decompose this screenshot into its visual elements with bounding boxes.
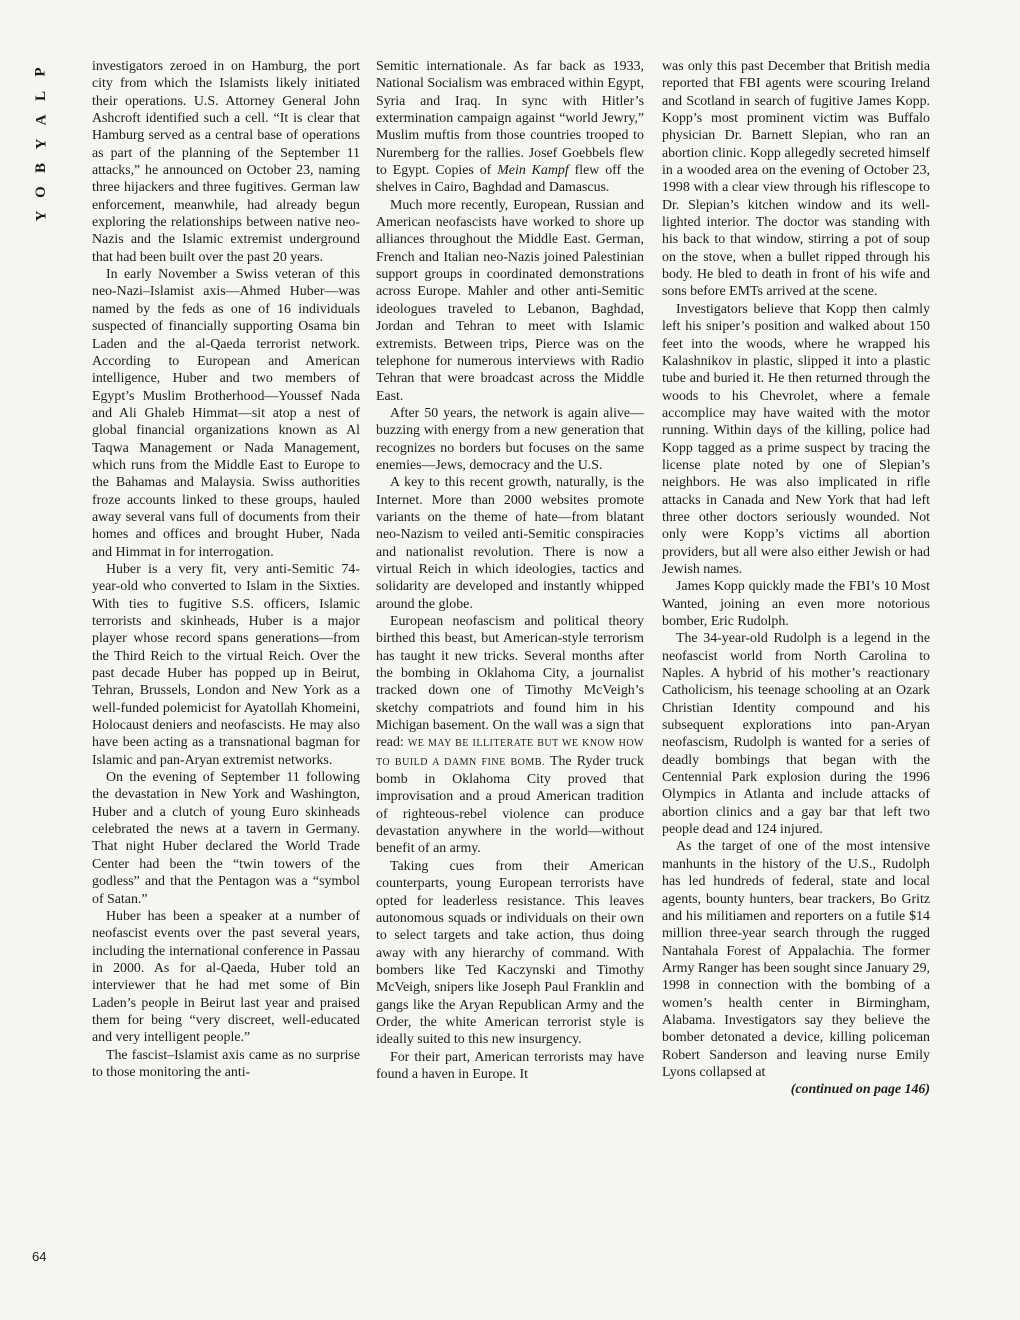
- masthead-letter: Y: [33, 210, 49, 222]
- paragraph: Much more recently, European, Russian and American neofascists have worked to shore up alliances throughout the Middle East. German, French and Italian neo-Nazis joined Palestinian support groups in coordinated demonstrations across Europe. Mahler and other anti-Semitic ideologues traveled to Lebanon, Baghdad, Jordan and Tehran to meet with Islamic extremists. Between trips, Pierce was on the telephone for numerous interviews with Radio Tehran that were broadcast across the Middle East.: [376, 197, 644, 404]
- paragraph-text: The Ryder truck bomb in Oklahoma City proved that improvisation and a proud American tradition of righteous-rebel violence can produce devastation anywhere in the world—without benefit of an army.: [376, 753, 644, 857]
- paragraph: A key to this recent growth, naturally, is the Internet. More than 2000 websites promote variants on the theme of hate—from blatant neo-Nazism to veiled anti-Semitic conspiracies and nationalist revolution. There is now a virtual Reich in which ideologies, tactics and solidarity are developed and instantly whipped around the globe.: [376, 475, 644, 612]
- continued-note: (continued on page 146): [790, 1082, 930, 1098]
- paragraph: In early November a Swiss veteran of this neo-Nazi–Islamist axis—Ahmed Huber—was named by the feds as one of 16 individuals suspected of financially supporting Osama bin Laden and the al-Qaeda terrorist network. According to European and American intelligence, Huber and two members of Egypt’s Muslim Brotherhood—Youssef Nada and Ali Ghaleb Himmat—sit atop a nest of global financial organizations known as Al Taqwa Management or Nada Management, which runs from the Middle East to Europe to the Bahamas and Malaysia. Swiss authorities froze accounts linked to these groups, hauled away several vans full of documents from their homes and offices and brought Huber, Nada and Himmat in for interrogation.: [92, 267, 360, 560]
- masthead-letter: O: [32, 186, 49, 198]
- article-column-1: [92, 58, 360, 1081]
- paragraph-text: flew off the shelves in Cairo, Baghdad and Damascus.: [376, 163, 645, 196]
- masthead-letter: P: [32, 67, 49, 77]
- book-title: Mein Kampf: [497, 163, 569, 179]
- paragraph-text: Semitic internationale. As far back as 1933, National Socialism was embraced within Egypt, Syria and Iraq. In sync with Hitler’s extermination campaign against “world Jewry,” Muslim muftis from those countries trooped to Nuremberg for the rallies. Josef Goebbels flew to Egypt. Copies of: [376, 59, 644, 179]
- paragraph: On the evening of September 11 following the devastation in New York and Washington, Huber and a clutch of young Euro skinheads celebrated the news at a tavern in Germany. That night Huber declared the World Trade Center had been the “twin towers of the godless” and that the Pentagon was a “symbol of Satan.”: [92, 770, 360, 907]
- paragraph: As the target of one of the most intensive manhunts in the history of the U.S., Rudolph has led hundreds of federal, state and local agents, bounty hunters, bear trackers, Bo Gritz and his militiamen and reporters on a futile $14 million three-year search through the rugged Nantahala Forest of Appalachia. The former Army Ranger has been sought since January 29, 1998 in connection with the bombing of a women’s health center in Birmingham, Alabama. Investigators say they believe the bomber detonated a device, killing policeman Robert Sanderson and leaving nurse Emily Lyons collapsed at: [662, 839, 930, 1080]
- paragraph: Investigators believe that Kopp then calmly left his sniper’s position and walked about 150 feet into the woods, where he wrapped his Kalashnikov in plastic, slipped it into a plastic tube and buried it. He then returned through the woods to his Chevrolet, where a female accomplice may have waited with the motor running. Within days of the killing, police had Kopp tagged as a prime suspect by tracing the license plate noted by one of Slepian’s neighbors. He was also implicated in rifle attacks in Canada and New York that had left three other doctors seriously wounded. Not only were Kopp’s victims all abortion providers, but all were also either Jewish or had Jewish names.: [662, 301, 930, 577]
- paragraph: investigators zeroed in on Hamburg, the port city from which the Islamists likely initiated their operations. U.S. Attorney General John Ashcroft identified such a cell. “It is clear that Hamburg served as a central base of operations as part of the planning of the September 11 attacks,” he announced on October 23, naming three hijackers and three fugitives. German law enforcement, meanwhile, had already begun exploring the relationships between native neo-Nazis and the Islamic extremist underground that had been built over the past 20 years.: [92, 59, 360, 265]
- paragraph: Huber has been a speaker at a number of neofascist events over the past several years, including the international conference in Passau in 2000. As for al-Qaeda, Huber told an interviewer that he had met some of Bin Laden’s people in Beirut last year and praised them for being “very discreet, well-educated and very intelligent people.”: [92, 908, 360, 1046]
- paragraph: Taking cues from their American counterparts, young European terrorists have opted for leaderless resistance. This leaves autonomous squads or individuals on their own to select targets and take action, thus doing away with any hierarchy of command. With bombers like Ted Kaczynski and Timothy McVeigh, snipers like Joseph Paul Franklin and gangs like the Aryan Republican Army and the Order, the white American terrorist style is ideally suited to this new insurgency.: [376, 858, 644, 1048]
- masthead-letter: B: [32, 162, 49, 174]
- page-number: 64: [32, 1249, 47, 1264]
- paragraph: After 50 years, the network is again alive—buzzing with energy from a new generation that recognizes no borders but focuses on the same enemies—Jews, democracy and the U.S.: [376, 405, 644, 473]
- paragraph: was only this past December that British media reported that FBI agents were scouring Ireland and Scotland in search of fugitive James Kopp. Kopp’s most prominent victim was Buffalo physician Dr. Barnett Slepian, who ran an abortion clinic. Kopp allegedly secreted himself in a wooded area on the evening of October 23, 1998 with a clear view through his riflescope to Dr. Slepian’s kitchen window and its well-lighted interior. The doctor was standing with his back to that window, stirring a pot of soup on the stove, when a bullet ripped through his body. He bled to death in front of his wife and sons before EMTs arrived at the scene.: [662, 59, 930, 300]
- masthead-letter: L: [32, 90, 49, 102]
- paragraph: The 34-year-old Rudolph is a legend in the neofascist world from North Carolina to Naples. A hybrid of his mother’s reactionary Catholicism, his teenage schooling at an Ozark Christian Identity compound and his subsequent explorations into pan-Aryan neofascism, Rudolph is wanted for a series of deadly bombings that began with the Centennial Park explosion during the 1996 Olympics in Atlanta and include attacks of abortion clinics and a gay bar that left two people dead and 124 injured.: [662, 631, 930, 838]
- paragraph: James Kopp quickly made the FBI’s 10 Most Wanted, joining an even more notorious bomber, Eric Rudolph.: [662, 579, 930, 629]
- masthead-letter: Y: [33, 138, 49, 150]
- paragraph: The fascist–Islamist axis came as no surprise to those monitoring the anti-: [92, 1047, 360, 1080]
- quoted-sign: WE MAY BE ILLITERATE BUT WE KNOW HOW TO BUILD A DAMN FINE BOMB.: [376, 738, 644, 768]
- paragraph: Huber is a very fit, very anti-Semitic 74-year-old who converted to Islam in the Sixties. With ties to fugitive S.S. officers, Islamic terrorists and skinheads, Huber is a major player whose record spans generations—from the Third Reich to the virtual Reich. Over the past decade Huber has popped up in Beirut, Tehran, Brussels, London and New York as a well-funded polemicist for Ayatollah Khomeini, Holocaust deniers and neofascists. He may also have been acting as a transnational bagman for Islamic and pan-Aryan extremist networks.: [92, 561, 360, 768]
- paragraph-text: European neofascism and political theory birthed this beast, but American-style terrorism has taught it new tricks. Several months after the bombing in Oklahoma City, a journalist tracked down one of Timothy McVeigh’s sketchy compatriots and found him in his Michigan basement. On the wall was a sign that read:: [376, 614, 644, 751]
- paragraph: [376, 58, 644, 197]
- magazine-masthead: [30, 60, 52, 228]
- article-column-3: [662, 58, 930, 1099]
- masthead-letter: A: [33, 114, 49, 126]
- article-column-2: [376, 58, 644, 1083]
- paragraph: For their part, American terrorists may have found a haven in Europe. It: [376, 1049, 644, 1082]
- paragraph: [376, 613, 644, 858]
